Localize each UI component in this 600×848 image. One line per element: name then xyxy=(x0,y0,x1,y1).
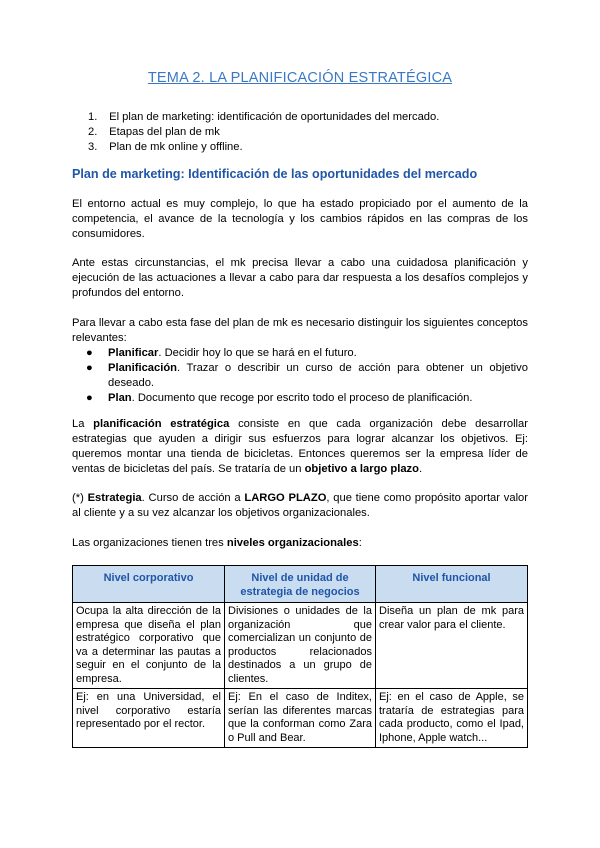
levels-table xyxy=(72,565,528,748)
section-heading: Plan de marketing: Identificación de las oportunidades del mercado xyxy=(72,167,478,181)
paragraph-5: (*) Estrategia. Curso de acción a LARGO PLAZO, que tiene como propósito aportar valor al cliente y a su vez alcanzar los objetivos organizacionales. xyxy=(72,492,529,519)
table-cell: Ej: En el caso de Inditex, serían las diferentes marcas que la conforman como Zara o Pull and Bear. xyxy=(225,689,376,748)
bold-term: objetivo a largo plazo xyxy=(304,463,419,475)
bold-term: planificación estratégica xyxy=(93,418,230,430)
term: Planificar xyxy=(108,347,159,359)
term: Planificación xyxy=(108,362,178,374)
table-of-contents xyxy=(88,110,439,155)
table-cell: Ej: en una Universidad, el nivel corporativo estaría representado por el rector. xyxy=(73,689,225,748)
table-cell: Ocupa la alta dirección de la empresa que diseña el plan estratégico corporativo que va a determinar las pautas a seguir en el conjunto de la empresa. xyxy=(73,603,225,689)
description: . Trazar o describir un curso de acción para obtener un objetivo deseado. xyxy=(108,362,528,389)
toc-text: Plan de mk online y offline. xyxy=(109,141,243,153)
toc-text: El plan de marketing: identificación de oportunidades del mercado. xyxy=(109,111,440,123)
toc-number: 3. xyxy=(88,141,98,153)
table-header: Nivel corporativo xyxy=(73,566,225,603)
toc-item xyxy=(88,140,439,155)
bold-term: Estrategia xyxy=(87,492,142,504)
table-cell: Divisiones o unidades de la organización que comercializan un conjunto de productos relacionados destinados a un grupo de clientes. xyxy=(225,603,376,689)
paragraph-1: El entorno actual es muy complejo, lo que ha estado propiciado por el aumento de la competencia, el avance de la tecnología y los cambios rápidos en las compras de los consumidores. xyxy=(72,198,528,240)
toc-text: Etapas del plan de mk xyxy=(109,126,220,138)
table-header-row xyxy=(73,566,528,603)
table-header: Nivel funcional xyxy=(376,566,528,603)
list-item: ● Planificar. Decidir hoy lo que se hará en el futuro. xyxy=(86,347,357,359)
toc-number: 1. xyxy=(88,111,98,123)
toc-item xyxy=(88,110,439,125)
list-item: ● Plan. Documento que recoge por escrito todo el proceso de planificación. xyxy=(86,392,473,404)
toc-item xyxy=(88,125,439,140)
toc-number: 2. xyxy=(88,126,98,138)
paragraph-4: La planificación estratégica consiste en que cada organización debe desarrollar estrategias que ayuden a dirigir sus esfuerzos para lograr alcanzar los objetivos. Ej: queremos montar una tienda de bicicletas. Entonces queremos ser la empresa líder de ventas de bicicletas del país. Se trataría de un objetivo a largo plazo. xyxy=(72,418,528,475)
bold-term: LARGO PLAZO xyxy=(244,492,327,504)
table-cell: Ej: en el caso de Apple, se trataría de estrategias para cada producto, como el Ipad, Iphone, Apple watch... xyxy=(376,689,528,748)
table-row xyxy=(73,603,528,689)
bold-term: niveles organizacionales xyxy=(226,537,359,549)
concept-list xyxy=(86,346,528,406)
description: . Decidir hoy lo que se hará en el futuro. xyxy=(158,347,357,359)
paragraph-3: Para llevar a cabo esta fase del plan de mk es necesario distinguir los siguientes conceptos relevantes: xyxy=(72,317,528,344)
document-title: TEMA 2. LA PLANIFICACIÓN ESTRATÉGICA xyxy=(147,70,453,86)
paragraph-6: Las organizaciones tienen tres niveles organizacionales: xyxy=(72,537,362,549)
term: Plan xyxy=(108,392,132,404)
paragraph-2: Ante estas circunstancias, el mk precisa llevar a cabo una cuidadosa planificación y ejecución de las actuaciones a llevar a cabo para dar respuesta a los desafíos complejos y profundos del entorno. xyxy=(72,257,528,299)
list-item: ● Planificación. Trazar o describir un curso de acción para obtener un objetivo deseado. xyxy=(86,362,528,389)
table-cell: Diseña un plan de mk para crear valor para el cliente. xyxy=(376,603,528,689)
table-row xyxy=(73,689,528,748)
description: . Documento que recoge por escrito todo el proceso de planificación. xyxy=(131,392,473,404)
table-header: Nivel de unidad de estrategia de negocios xyxy=(225,566,376,603)
